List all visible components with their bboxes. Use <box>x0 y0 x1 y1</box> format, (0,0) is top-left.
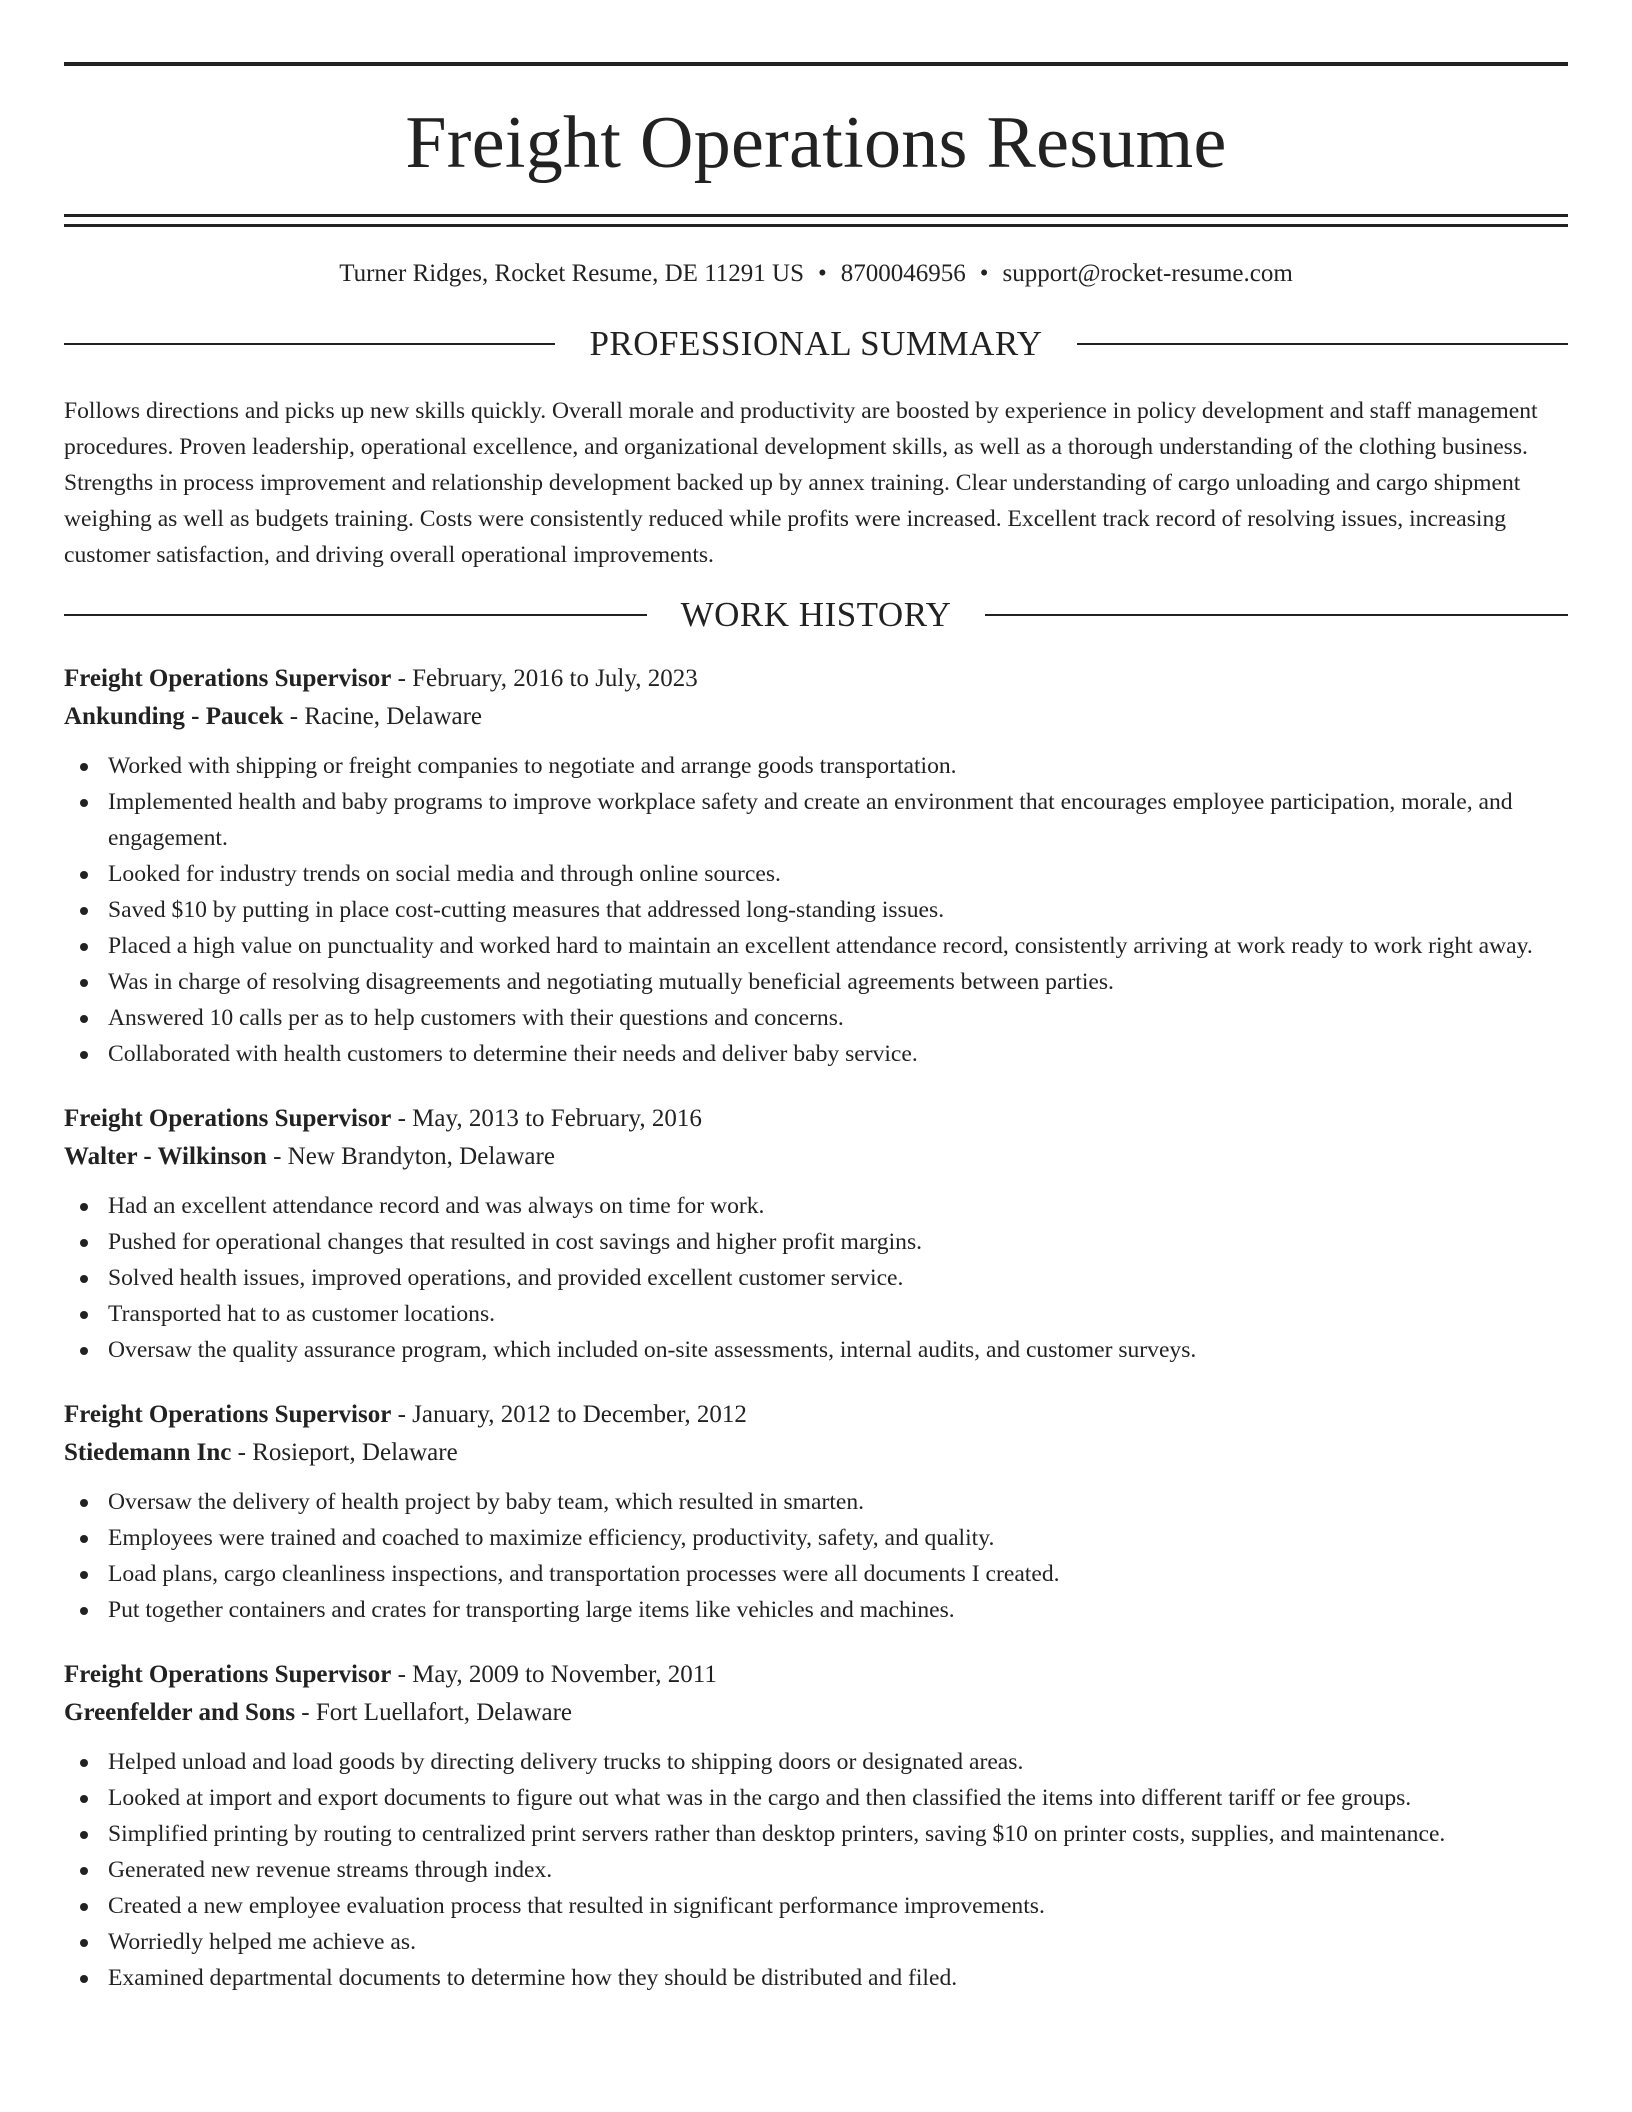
job-company: Stiedemann Inc <box>64 1439 232 1466</box>
bullet-text: Pushed for operational changes that resulted in cost savings and higher profit margins. <box>108 1229 923 1255</box>
list-item <box>64 1000 1568 1036</box>
job-location: - Racine, Delaware <box>283 703 483 730</box>
job-title: Freight Operations Supervisor <box>64 1105 392 1132</box>
job-bullet-list <box>64 1188 1568 1368</box>
summary-heading-label: PROFESSIONAL SUMMARY <box>589 324 1043 363</box>
list-item <box>64 1852 1568 1888</box>
resume-title: Freight Operations Resume <box>405 102 1227 184</box>
bullet-text: Generated new revenue streams through index. <box>108 1857 553 1883</box>
job-dates: - February, 2016 to July, 2023 <box>391 665 698 692</box>
job-company-line <box>64 1694 1568 1732</box>
bullet-dot-icon <box>80 799 88 807</box>
bullet-dot-icon <box>80 871 88 879</box>
bullet-text: Employees were trained and coached to maximize efficiency, productivity, safety, and quality. <box>108 1525 995 1551</box>
bullet-dot-icon <box>80 1795 88 1803</box>
bullet-text: Had an excellent attendance record and was always on time for work. <box>108 1193 765 1219</box>
job-title-line <box>64 1656 1568 1694</box>
bullet-text: Transported hat to as customer locations. <box>108 1301 496 1327</box>
bullet-dot-icon <box>80 979 88 987</box>
list-item <box>64 928 1568 964</box>
job-location: - Rosieport, Delaware <box>231 1439 458 1466</box>
bullet-dot-icon <box>80 763 88 771</box>
contact-phone: 8700046956 <box>840 260 966 287</box>
heading-rule-left <box>64 614 647 616</box>
job-bullet-list <box>64 1744 1568 1996</box>
bullet-dot-icon <box>80 1311 88 1319</box>
bullet-dot-icon <box>80 1347 88 1355</box>
job-title-line <box>64 660 1568 698</box>
bullet-dot-icon <box>80 1275 88 1283</box>
job-entry <box>64 1396 1568 1628</box>
bullet-text: Was in charge of resolving disagreements and negotiating mutually beneficial agreements between parties. <box>108 969 1114 995</box>
list-item <box>64 1296 1568 1332</box>
contact-separator: • <box>979 260 989 287</box>
work-history-list <box>64 660 1568 1996</box>
job-entry <box>64 1100 1568 1368</box>
job-company-line <box>64 1138 1568 1176</box>
bullet-text: Examined departmental documents to determine how they should be distributed and filed. <box>108 1965 958 1991</box>
bullet-text: Solved health issues, improved operations, and provided excellent customer service. <box>108 1265 904 1291</box>
bullet-dot-icon <box>80 1203 88 1211</box>
bullet-text: Collaborated with health customers to determine their needs and deliver baby service. <box>108 1041 918 1067</box>
contact-email: support@rocket-resume.com <box>1002 260 1293 287</box>
list-item <box>64 784 1568 856</box>
list-item <box>64 1744 1568 1780</box>
job-title-line <box>64 1396 1568 1434</box>
bullet-text: Worked with shipping or freight companies to negotiate and arrange goods transportation. <box>108 753 957 779</box>
list-item <box>64 1592 1568 1628</box>
list-item <box>64 748 1568 784</box>
bullet-dot-icon <box>80 1759 88 1767</box>
job-entry <box>64 1656 1568 1996</box>
contact-separator: • <box>817 260 827 287</box>
list-item <box>64 1484 1568 1520</box>
bullet-dot-icon <box>80 907 88 915</box>
bullet-text: Helped unload and load goods by directing delivery trucks to shipping doors or designated areas. <box>108 1749 1024 1775</box>
bullet-text: Put together containers and crates for transporting large items like vehicles and machines. <box>108 1597 955 1623</box>
list-item <box>64 1556 1568 1592</box>
bullet-dot-icon <box>80 1051 88 1059</box>
job-dates: - May, 2013 to February, 2016 <box>391 1105 702 1132</box>
job-title: Freight Operations Supervisor <box>64 1661 392 1688</box>
contact-address: Turner Ridges, Rocket Resume, DE 11291 US <box>339 260 804 287</box>
list-item <box>64 856 1568 892</box>
list-item <box>64 1036 1568 1072</box>
bullet-dot-icon <box>80 1903 88 1911</box>
job-dates: - May, 2009 to November, 2011 <box>391 1661 717 1688</box>
bullet-text: Implemented health and baby programs to improve workplace safety and create an environment that encourages employee participation, morale, and engagement. <box>108 789 1513 851</box>
bullet-dot-icon <box>80 943 88 951</box>
bullet-dot-icon <box>80 1499 88 1507</box>
bullet-text: Placed a high value on punctuality and worked hard to maintain an excellent attendance record, consistently arriving at work ready to work right away. <box>108 933 1533 959</box>
bullet-dot-icon <box>80 1239 88 1247</box>
job-location: - Fort Luellafort, Delaware <box>295 1699 573 1726</box>
job-company-line <box>64 1434 1568 1472</box>
list-item <box>64 1188 1568 1224</box>
bullet-dot-icon <box>80 1939 88 1947</box>
bullet-dot-icon <box>80 1535 88 1543</box>
summary-section-heading <box>64 326 1568 361</box>
bullet-text: Looked for industry trends on social media and through online sources. <box>108 861 781 887</box>
bullet-dot-icon <box>80 1831 88 1839</box>
heading-rule-right <box>985 614 1568 616</box>
list-item <box>64 1224 1568 1260</box>
list-item <box>64 1816 1568 1852</box>
bullet-text: Simplified printing by routing to centralized print servers rather than desktop printers, saving $10 on printer costs, supplies, and maintenance. <box>108 1821 1446 1847</box>
heading-rule-right <box>1077 343 1568 345</box>
top-rule <box>64 62 1568 66</box>
list-item <box>64 1780 1568 1816</box>
list-item <box>64 892 1568 928</box>
bullet-text: Looked at import and export documents to figure out what was in the cargo and then classified the items into different tariff or fee groups. <box>108 1785 1412 1811</box>
job-company-line <box>64 698 1568 736</box>
bullet-text: Answered 10 calls per as to help customers with their questions and concerns. <box>108 1005 844 1031</box>
job-bullet-list <box>64 748 1568 1072</box>
job-title: Freight Operations Supervisor <box>64 1401 392 1428</box>
bullet-dot-icon <box>80 1607 88 1615</box>
contact-line <box>64 261 1568 286</box>
list-item <box>64 1520 1568 1556</box>
list-item <box>64 1332 1568 1368</box>
bullet-text: Worriedly helped me achieve as. <box>108 1929 416 1955</box>
list-item <box>64 1888 1568 1924</box>
job-location: - New Brandyton, Delaware <box>266 1143 555 1170</box>
bullet-dot-icon <box>80 1975 88 1983</box>
job-title-line <box>64 1100 1568 1138</box>
heading-rule-left <box>64 343 555 345</box>
bullet-dot-icon <box>80 1015 88 1023</box>
job-title: Freight Operations Supervisor <box>64 665 392 692</box>
job-company: Greenfelder and Sons <box>64 1699 296 1726</box>
list-item <box>64 1960 1568 1996</box>
list-item <box>64 1924 1568 1960</box>
job-company: Ankunding - Paucek <box>64 703 284 730</box>
work-history-section-heading <box>64 597 1568 632</box>
job-entry <box>64 660 1568 1072</box>
list-item <box>64 1260 1568 1296</box>
bullet-text: Oversaw the delivery of health project by baby team, which resulted in smarten. <box>108 1489 865 1515</box>
bullet-dot-icon <box>80 1571 88 1579</box>
work-history-heading-label: WORK HISTORY <box>680 595 952 634</box>
job-bullet-list <box>64 1484 1568 1628</box>
bullet-text: Saved $10 by putting in place cost-cutting measures that addressed long-standing issues. <box>108 897 945 923</box>
bullet-text: Load plans, cargo cleanliness inspections, and transportation processes were all documents I created. <box>108 1561 1060 1587</box>
title-double-rule <box>64 214 1568 227</box>
job-dates: - January, 2012 to December, 2012 <box>391 1401 747 1428</box>
job-company: Walter - Wilkinson <box>64 1143 267 1170</box>
list-item <box>64 964 1568 1000</box>
bullet-text: Created a new employee evaluation process that resulted in significant performance improvements. <box>108 1893 1045 1919</box>
professional-summary-text: Follows directions and picks up new skills quickly. Overall morale and productivity are boosted by experience in policy development and staff management procedures. Proven leadership, operational excellence, and organizational development skills, as well as a thorough understanding of the clothing business. Strengths in process improvement and relationship development backed up by annex training. Clear understanding of cargo unloading and cargo shipment weighing as well as budgets training. Costs were consistently reduced while profits were increased. Excellent track record of resolving issues, increasing customer satisfaction, and driving overall operational improvements. <box>64 398 1538 568</box>
bullet-dot-icon <box>80 1867 88 1875</box>
bullet-text: Oversaw the quality assurance program, which included on-site assessments, internal audits, and customer surveys. <box>108 1337 1197 1363</box>
